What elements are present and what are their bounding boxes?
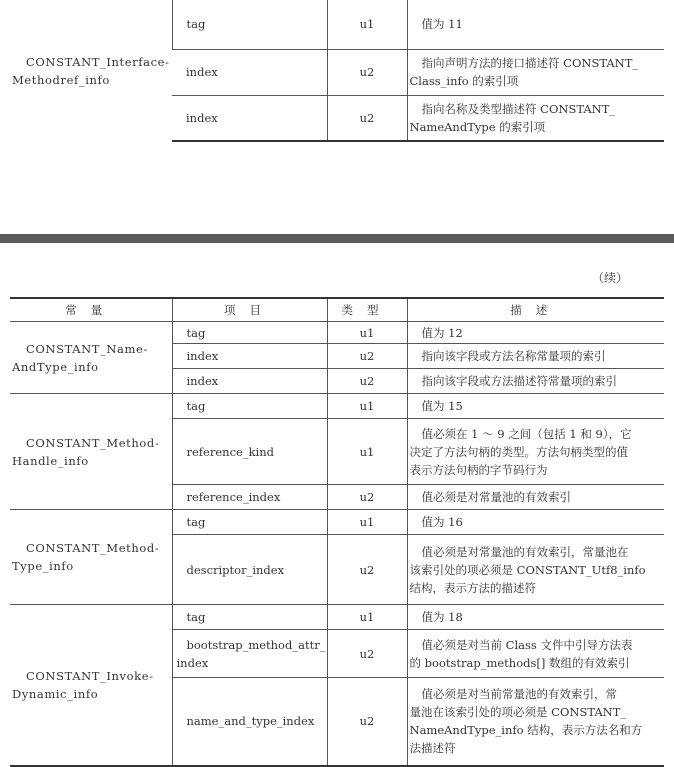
previous-page-fragment bbox=[0, 0, 674, 234]
type-cell: u1 bbox=[327, 510, 407, 535]
constant-name-line: CONSTANT_Method- bbox=[26, 541, 160, 555]
constant-name-cell bbox=[10, 0, 172, 141]
description-line: 结构，表示方法的描述符 bbox=[409, 580, 536, 595]
table-row bbox=[10, 322, 664, 344]
constant-name-line: CONSTANT_Method- bbox=[26, 435, 160, 450]
description-cell bbox=[407, 49, 664, 95]
description-line: 值必须是对当前 Class 文件中引导方法表 bbox=[421, 637, 633, 652]
constant-name-line: Dynamic_info bbox=[12, 686, 99, 701]
description-cell bbox=[407, 630, 664, 678]
type-cell: u1 bbox=[327, 322, 407, 344]
constant-name-line: CONSTANT_Invoke- bbox=[26, 668, 154, 683]
constant-name-line: AndType_info bbox=[12, 359, 99, 374]
description-cell: 指向该字段或方法名称常量项的索引 bbox=[407, 344, 664, 369]
description-line: 值必须是对当前常量池的有效索引，常 bbox=[421, 687, 617, 702]
type-cell: u2 bbox=[327, 678, 407, 766]
description-line: 决定了方法句柄的类型。方法句柄类型的值 bbox=[409, 444, 628, 459]
item-cell: index bbox=[172, 344, 327, 369]
constant-name-line: CONSTANT_Name- bbox=[26, 341, 148, 356]
table-row bbox=[10, 605, 664, 630]
description-cell bbox=[407, 95, 664, 141]
type-cell: u1 bbox=[327, 419, 407, 485]
description-cell: 值为 12 bbox=[407, 322, 664, 344]
item-line: index bbox=[176, 655, 209, 670]
header-type: 类型 bbox=[327, 298, 407, 322]
description-line: 的 bootstrap_methods[] 数组的有效索引 bbox=[409, 655, 630, 670]
description-line: 该索引处的项必须是 CONSTANT_Utf8_info bbox=[409, 562, 646, 577]
item-cell: tag bbox=[172, 605, 327, 630]
type-cell: u2 bbox=[327, 95, 407, 141]
header-constant: 常量 bbox=[10, 298, 172, 322]
constant-pool-table bbox=[10, 297, 664, 767]
description-line: 表示方法句柄的字节码行为 bbox=[409, 462, 548, 477]
item-line: bootstrap_method_attr_ bbox=[186, 637, 326, 652]
continued-label: （续） bbox=[591, 271, 628, 285]
description-cell: 值为 11 bbox=[407, 0, 664, 49]
item-cell: reference_index bbox=[172, 485, 327, 510]
description-cell: 值为 18 bbox=[407, 605, 664, 630]
constant-name-line: Methodref_info bbox=[12, 72, 110, 87]
type-cell: u2 bbox=[327, 369, 407, 394]
table-row bbox=[10, 394, 664, 419]
header-row bbox=[10, 298, 664, 322]
item-cell: index bbox=[172, 95, 327, 141]
constant-name-line: CONSTANT_Interface- bbox=[26, 54, 170, 69]
header-item: 项目 bbox=[172, 298, 327, 322]
item-cell: tag bbox=[172, 322, 327, 344]
constant-name-cell bbox=[10, 605, 172, 766]
description-line: 量池在该索引处的项必须是 CONSTANT_ bbox=[409, 705, 627, 720]
description-cell bbox=[407, 419, 664, 485]
description-line: 指向名称及类型描述符 CONSTANT_ bbox=[421, 101, 616, 116]
type-cell: u1 bbox=[327, 605, 407, 630]
type-cell: u2 bbox=[327, 630, 407, 678]
type-cell: u2 bbox=[327, 535, 407, 605]
item-cell: index bbox=[172, 49, 327, 95]
type-cell: u2 bbox=[327, 49, 407, 95]
item-cell: tag bbox=[172, 510, 327, 535]
type-cell: u1 bbox=[327, 394, 407, 419]
current-page bbox=[0, 243, 674, 766]
constant-name-cell bbox=[10, 322, 172, 394]
constant-name-line: Handle_info bbox=[12, 453, 89, 468]
description-line: 值必须是对常量池的有效索引，常量池在 bbox=[421, 544, 629, 559]
item-cell: name_and_type_index bbox=[172, 678, 327, 766]
constant-name-line: Type_info bbox=[12, 559, 74, 573]
page-divider bbox=[0, 234, 674, 243]
description-line: 指向声明方法的接口描述符 CONSTANT_ bbox=[421, 56, 639, 70]
constant-name-cell bbox=[10, 394, 172, 510]
description-cell: 指向该字段或方法描述符常量项的索引 bbox=[407, 369, 664, 394]
description-cell: 值为 15 bbox=[407, 394, 664, 419]
description-line: NameAndType_info 结构，表示方法名和方 bbox=[409, 723, 643, 738]
type-cell: u2 bbox=[327, 344, 407, 369]
item-cell: index bbox=[172, 369, 327, 394]
type-cell: u1 bbox=[327, 0, 407, 49]
description-line: 法描述符 bbox=[409, 741, 456, 756]
description-cell: 值必须是对常量池的有效索引 bbox=[407, 485, 664, 510]
description-cell bbox=[407, 535, 664, 605]
description-cell: 值为 16 bbox=[407, 510, 664, 535]
item-cell: tag bbox=[172, 0, 327, 49]
constant-name-cell bbox=[10, 510, 172, 605]
item-cell: descriptor_index bbox=[172, 535, 327, 605]
item-cell: tag bbox=[172, 394, 327, 419]
description-line: Class_info 的索引项 bbox=[409, 74, 519, 88]
description-line: 值必须在 1 ～ 9 之间（包括 1 和 9），它 bbox=[421, 426, 632, 441]
table-row bbox=[10, 0, 664, 49]
description-line: NameAndType 的索引项 bbox=[409, 119, 546, 134]
item-cell: reference_kind bbox=[172, 419, 327, 485]
item-cell bbox=[172, 630, 327, 678]
header-description: 描述 bbox=[407, 298, 664, 322]
table-row bbox=[10, 510, 664, 535]
interface-methodref-table bbox=[10, 0, 664, 142]
description-cell bbox=[407, 678, 664, 766]
type-cell: u2 bbox=[327, 485, 407, 510]
